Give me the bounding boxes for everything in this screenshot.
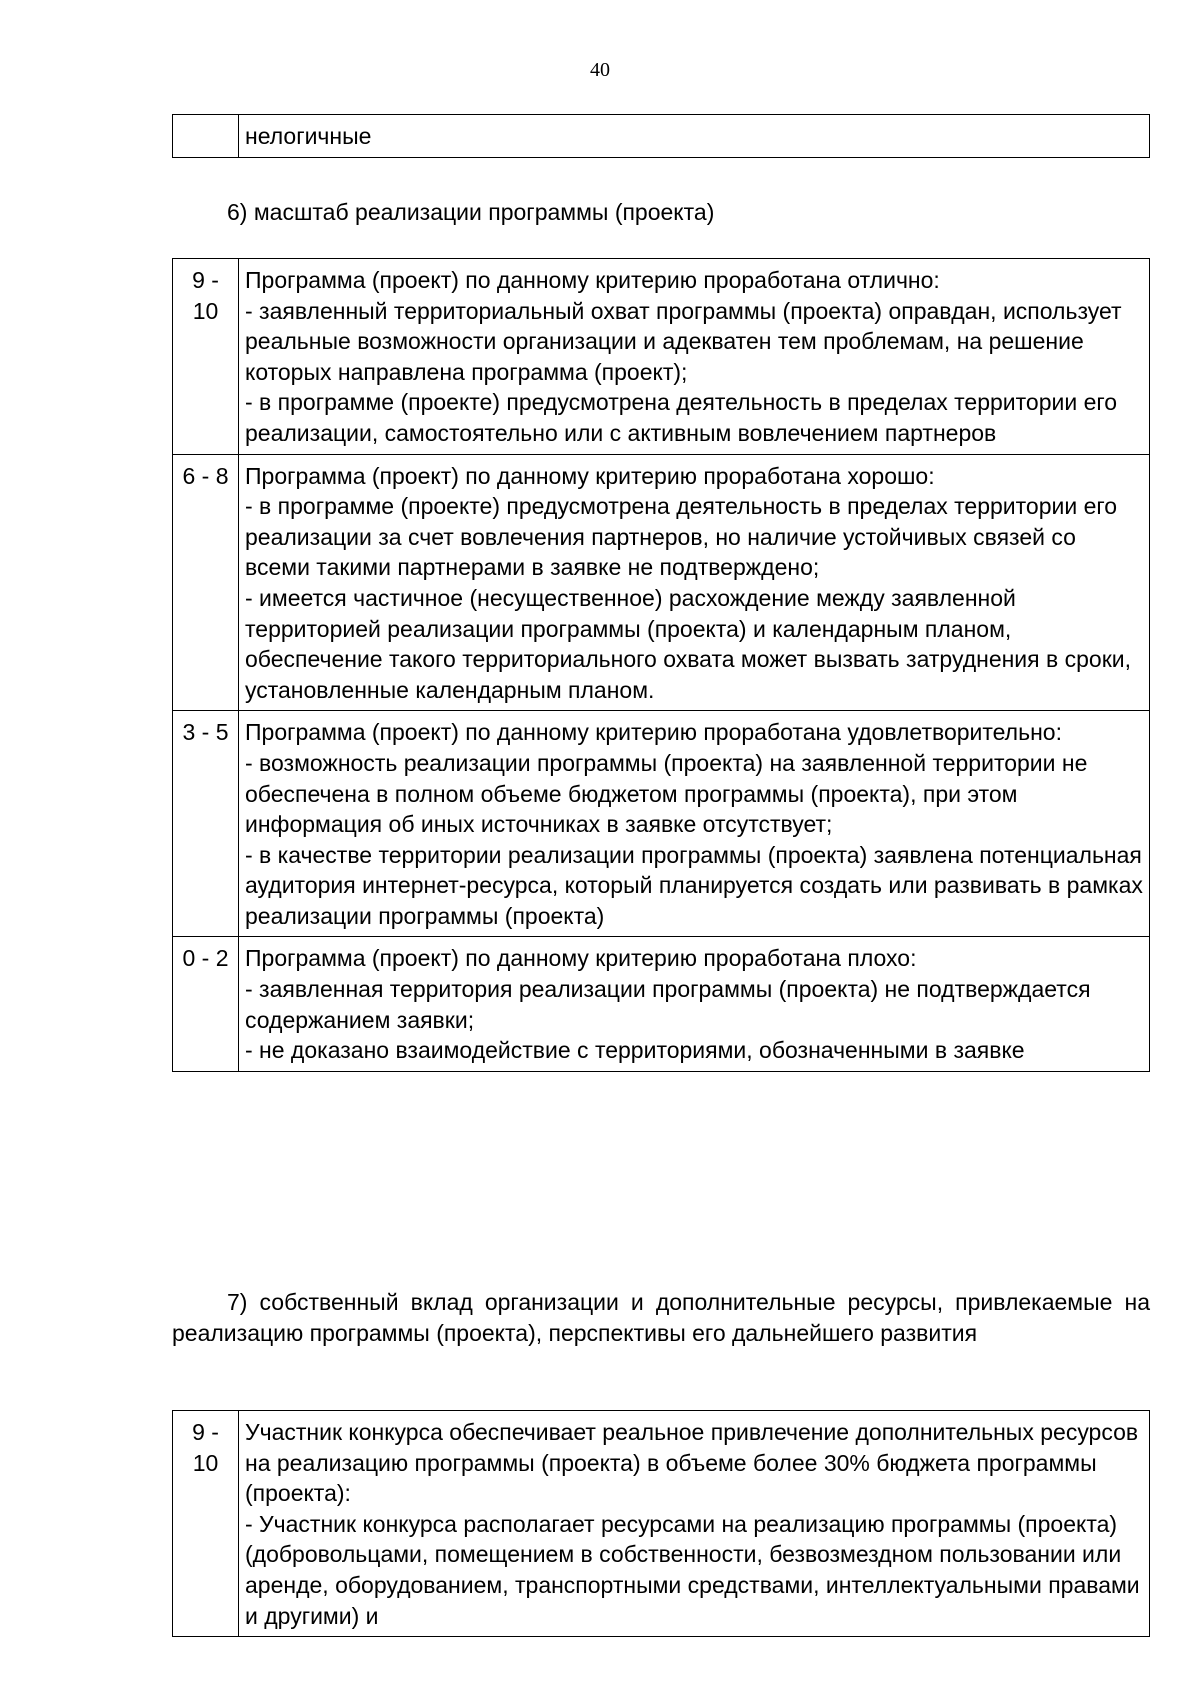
section-7-heading: 7) собственный вклад организации и дополнительные ресурсы, привлекаемые на реализацию программы (проекта), перспективы его дальнейшего развития [172,1289,1150,1346]
score-cell: 9 - 10 [173,1411,239,1637]
description-cell: Участник конкурса обеспечивает реальное привлечение дополнительных ресурсов на реализацию программы (проекта) в объеме более 30% бюджета программы (проекта): - Участник конкурса располагает ресурсами на реализацию программы (проекта) (добровольцами, помещением в собственности, безвозмездном пользовании или аренде, оборудованием, транспортными средствами, интеллектуальными правами и другими) и [239,1411,1150,1637]
score-cell: 3 - 5 [173,711,239,937]
description-cell: Программа (проект) по данному критерию проработана плохо: - заявленная территория реализации программы (проекта) не подтверждается содержанием заявки; - не доказано взаимодействие с территориями, обозначенными в заявке [239,937,1150,1071]
score-cell: 0 - 2 [173,937,239,1071]
page-number: 40 [590,59,610,81]
criteria-table-scale [172,258,1150,1072]
continuation-table [172,114,1150,158]
description-cell: Программа (проект) по данному критерию проработана удовлетворительно: - возможность реализации программы (проекта) на заявленной территории не обеспечена в полном объеме бюджетом программы (проекта), при этом информация об иных источниках в заявке отсутствует; - в качестве территории реализации программы (проекта) заявлена потенциальная аудитория интернет-ресурса, который планируется создать или развивать в рамках реализации программы (проекта) [239,711,1150,937]
table-row [173,1411,1150,1637]
score-cell: 9 - 10 [173,259,239,455]
criteria-table-resources [172,1410,1150,1637]
table-row [173,937,1150,1071]
description-cell: Программа (проект) по данному критерию проработана хорошо: - в программе (проекте) предусмотрена деятельность в пределах территории его реализации за счет вовлечения партнеров, но наличие устойчивых связей со всеми такими партнерами в заявке не подтверждено; - имеется частичное (несущественное) расхождение между заявленной территорией реализации программы (проекта) и календарным планом, обеспечение такого территориального охвата может вызвать затруднения в сроки, установленные календарным планом. [239,454,1150,711]
score-cell: 6 - 8 [173,454,239,711]
table-row [173,454,1150,711]
score-cell [173,115,239,158]
table-row [173,711,1150,937]
section-6-heading: 6) масштаб реализации программы (проекта) [227,199,715,225]
description-cell: нелогичные [239,115,1150,158]
description-cell: Программа (проект) по данному критерию проработана отлично: - заявленный территориальный охват программы (проекта) оправдан, использует реальные возможности организации и адекватен тем проблемам, на решение которых направлена программа (проект); - в программе (проекте) предусмотрена деятельность в пределах территории его реализации, самостоятельно или с активным вовлечением партнеров [239,259,1150,455]
table-row [173,115,1150,158]
table-row [173,259,1150,455]
